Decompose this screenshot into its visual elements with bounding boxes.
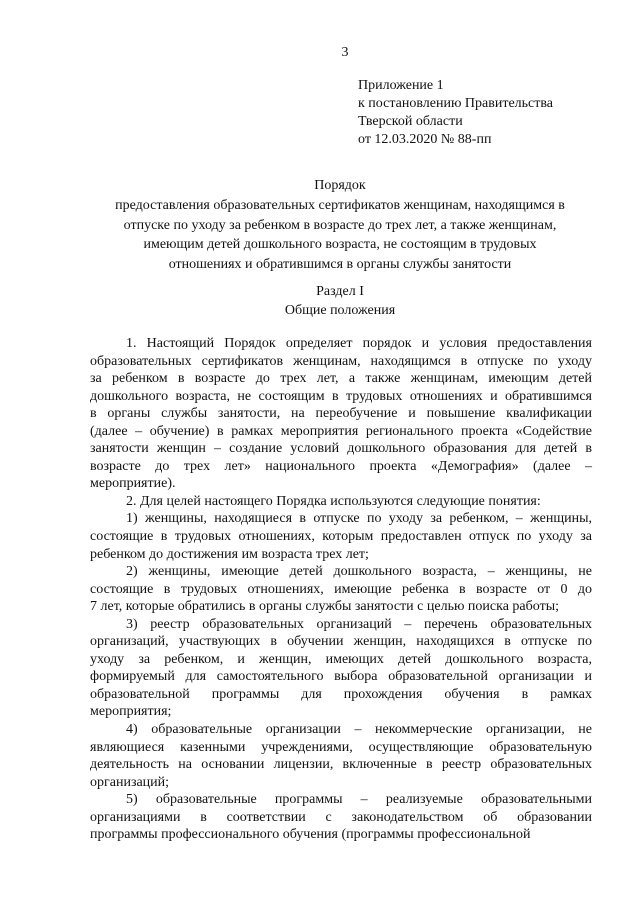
paragraph-line: организаций, участвующих в обучении женщин, находящихся в отпуске по [90,634,592,650]
paragraph-line: уходу за ребенком, и женщин, имеющих детей дошкольного возраста, [90,651,592,667]
paragraph-line: 1. Настоящий Порядок определяет порядок и условия предоставления [126,336,592,351]
subtitle-line: отпуске по уходу за ребенком в возрасте до трех лет, а также женщинам, [123,217,557,233]
paragraph [90,616,592,721]
paragraph-line: 4) образовательные организации – некоммерческие организации, не [126,722,592,738]
paragraph-line: мероприятие). [90,476,176,492]
paragraph-line: 2) женщины, имеющие детей дошкольного возраста, – женщины, не [126,564,592,580]
paragraph-line: деятельность на основании лицензии, включенные в реестр образовательных [90,757,592,773]
paragraph-line: образовательной программы для прохождения обучения в рамках [90,686,592,702]
paragraph-line: 1) женщины, находящиеся в отпуске по уходу за ребенком, – женщины, [126,511,592,527]
document-title: Порядок [314,178,366,193]
paragraph-line: являющиеся казенными учреждениями, осуществляющие образовательную [90,739,592,755]
paragraph [90,493,592,511]
paragraph [90,721,592,791]
paragraph-line: дошкольного возраста, не состоящим в трудовых отношениях и обратившимся [90,388,592,404]
paragraph-line: 5) образовательные программы – реализуемые образовательными [126,792,592,808]
paragraph-line: состоящие в трудовых отношениях, имеющие ребенка в возрасте от 0 до [90,581,592,597]
paragraph-line: организаций; [90,774,170,790]
subtitle-line: имеющим детей дошкольного возраста, не состоящим в трудовых [143,237,537,252]
paragraph-line: 7 лет, которые обратились в органы службы занятости с целью поиска работы; [90,599,559,615]
paragraph [90,510,592,563]
document-subtitle [95,196,585,274]
paragraph-line: образовательных сертификатов женщинам, находящимся в отпуске по уходу [90,353,592,369]
paragraph-line: формируемый для самостоятельного выбора образовательной организации и [90,669,592,685]
paragraph-line: (далее – обучение) в рамках мероприятия регионального проекта «Содействие [90,423,592,439]
subtitle-line: отношениях и обратившимся в органы службы занятости [168,256,512,272]
appendix-line: к постановлению Правительства [358,96,554,111]
paragraph [90,335,592,493]
paragraph [90,563,592,616]
paragraph [90,791,592,844]
appendix-line: Тверской области [358,114,463,129]
appendix-block [358,77,553,149]
paragraph-line: возрасте до трех лет» национального проекта «Демография» (далее – [90,458,592,474]
paragraph-line: 2. Для целей настоящего Порядка используются следующие понятия: [126,493,541,509]
appendix-line: Приложение 1 [358,78,444,93]
subtitle-line: предоставления образовательных сертификатов женщинам, находящимся в [115,198,565,213]
section-heading [90,282,590,320]
paragraph-line: занятости женщин – создание условий дошкольного образования для детей в [90,441,592,457]
section-number: Раздел I [316,284,364,299]
paragraph-line: организациями в соответствии с законодательством об образовании [90,809,592,825]
paragraph-line: состоящие в трудовых отношениях, которым предоставлен отпуск по уходу за [90,529,592,545]
paragraph-line: 3) реестр образовательных организаций – перечень образовательных [126,616,592,632]
paragraph-line: в органы службы занятости, на переобучение и повышение квалификации [90,406,592,422]
page-number: 3 [341,45,349,60]
document-body [90,335,592,844]
appendix-line: от 12.03.2020 № 88-пп [358,132,492,147]
section-name: Общие положения [284,303,396,318]
paragraph-line: за ребенком в возрасте до трех лет, а также женщинам, имеющим детей [90,371,592,387]
paragraph-line: мероприятия; [90,704,172,720]
paragraph-line: программы профессионального обучения (программы профессиональной [90,827,531,843]
paragraph-line: ребенком до достижения им возраста трех лет; [90,546,369,562]
